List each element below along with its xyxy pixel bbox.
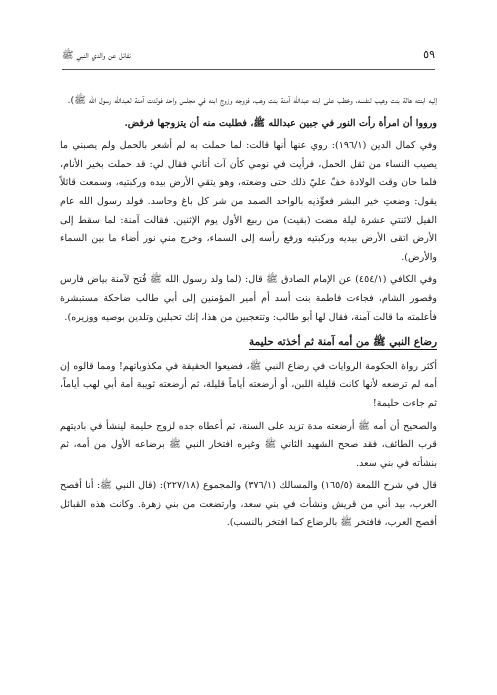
page-body bbox=[60, 92, 437, 533]
paragraph: وفي كمال الدين (١٩٦/١): روي عنها أنها قالت: لما حملت به لم أشعر بالحمل ولم يصبني ما يصيب النساء من ثقل الحمل، فرأيت في نومي كأن آت أتاني فقال لي: قد حملت بخير الأنام، فلما حان وقت الولادة خفّ عليّ ذلك حتى وضعته، وهو يتقي الأرض بيده وركبتيه، وسمعت قائلاً يقول: وضعتِ خير البشر فعوِّذيه بالواحد الصمد من شر كل باغ وحاسد. فولد رسول الله عام الفيل لاثنتي عشرة ليلة مضت (بقيت) من ربيع الأول يوم الإثنين. فقالت آمنة: لما سقط إلى الأرض اتقى الأرض بيديه وركبتيه ورفع رأسه إلى السماء، وخرج مني نور أضاء ما بين السماء والأرض). bbox=[60, 140, 437, 263]
section-heading bbox=[60, 333, 437, 352]
paragraph: إليه ابنته هالة بنت وهيب لنفسه، وخطب على ابنه عبدالله آمنة بنت وهب، فزوجه وزوج ابنه في مجلس واحد فولدت آمنة لعبدالله رسول الله ﷺ). bbox=[67, 95, 437, 106]
page-number: ٥٩ bbox=[423, 48, 435, 61]
section-heading-text: رضاع النبي ﷺ من أمه آمنة ثم أخذته حليمة bbox=[249, 336, 437, 349]
running-title: نفائل عن والدي النبي ﷺ bbox=[62, 50, 131, 61]
paragraph: وفي الكافي (٤٥٤/١) عن الإمام الصادق ﷺ قال: (لما ولد رسول الله ﷺ فُتح لآمنة بياض فارس وقصور الشام، فجاءت فاطمة بنت أسد أم أمير المؤمنين إلى أبي طالب ضاحكة مستبشرة فأعلمته ما قالت آمنة، فقال لها أبو طالب: وتتعجبين من هذا، إنك تحبلين وتلدين بوصيه ووزيره). bbox=[60, 274, 437, 323]
bold-paragraph: ورووا أن امرأة رأت النور في جبين عبدالله ﷺ، فطلبت منه أن يتزوجها فرفض. bbox=[124, 117, 437, 129]
paragraph: أكثر رواة الحكومة الروايات في رضاع النبي ﷺ، فضيعوا الحقيقة في مكذوباتهم! ومما قالوه إن أمه لم ترضعه لأنها كانت قليلة اللبن، أو أرضعته أياماً قليلة، ثم أرضعته ثويبة أمة أبي لهب أياماً، ثم جاءت حليمة! bbox=[60, 360, 437, 409]
paragraph: قال في شرح اللمعة (١٦٥/٥) والمسالك (٣٧٦/١) والمجموع (٢٢٧/١٨): (قال النبي ﷺ: أنا أفصح العرب، بيد أني من قريش ونشأت في بني سعد، وارتضعت من بني زهرة. وكانت هذه القبائل أفصح العرب، فافتخر ﷺ بالرضاع كما افتخر بالنسب). bbox=[60, 480, 437, 529]
paragraph: والصحيح أن أمه ﷺ أرضعته مدة تزيد على السنة، ثم أعطاه جده لزوج حليمة لينشأ في باديتهم قرب الطائف، فقد صحح الشهيد الثاني ﷺ وغيره افتخار النبي ﷺ برضاعه الأول من أمه، ثم بنشأته في بني سعد. bbox=[60, 420, 437, 469]
page-header bbox=[62, 48, 435, 70]
